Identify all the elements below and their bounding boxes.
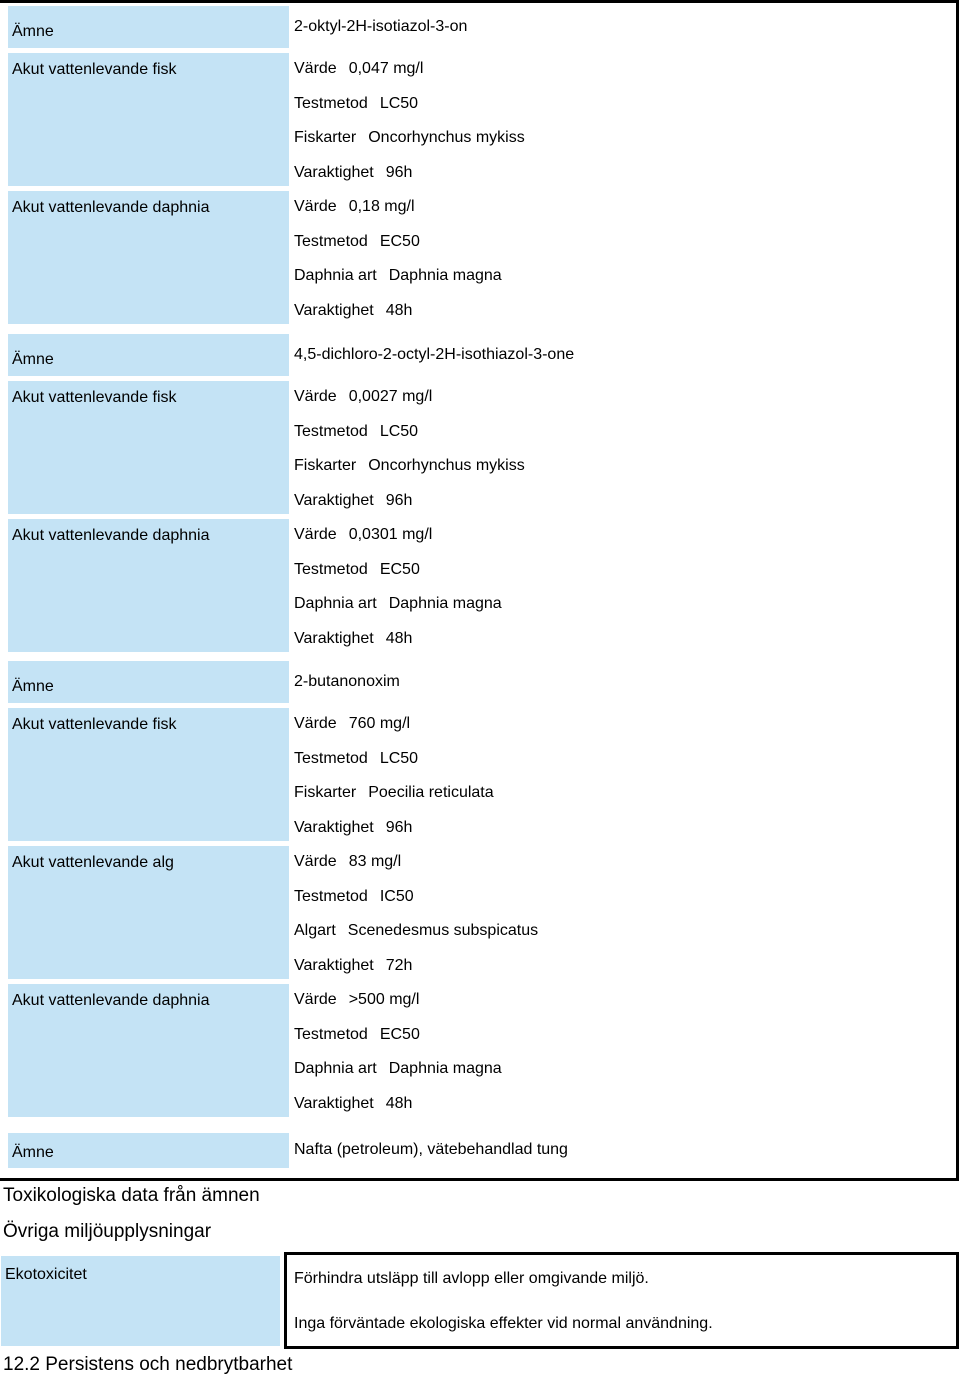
endpoint-label-cell — [8, 53, 289, 186]
endpoint-row-key: Varaktighet — [294, 629, 374, 647]
endpoint-row — [294, 714, 410, 734]
endpoint-row-value: Daphnia magna — [388, 1060, 502, 1077]
endpoint-row-key: Värde — [294, 198, 337, 215]
endpoint-row-key: Testmetod — [294, 94, 368, 112]
endpoint-row-key: Algart — [294, 922, 336, 939]
endpoint-row-value: 96h — [385, 818, 413, 836]
endpoint-label: Akut vattenlevande fisk — [12, 389, 177, 406]
endpoint-row — [294, 921, 538, 941]
substance-label: Ämne — [12, 678, 54, 695]
endpoint-row — [294, 491, 412, 511]
endpoint-row-key: Varaktighet — [294, 163, 374, 181]
substance-name: 2-oktyl-2H-isotiazol-3-on — [294, 18, 468, 35]
endpoint-row — [294, 1059, 502, 1079]
endpoint-row — [294, 990, 419, 1010]
substance-label: Ämne — [12, 1144, 54, 1161]
endpoint-row — [294, 59, 423, 79]
endpoint-row-value: 0,18 mg/l — [348, 198, 415, 215]
endpoint-label-cell — [8, 519, 289, 652]
endpoint-row — [294, 128, 525, 148]
endpoint-row-key: Daphnia art — [294, 595, 377, 612]
endpoint-row-key: Fiskarter — [294, 784, 357, 801]
ecotox-text-box — [284, 1252, 959, 1349]
endpoint-row-value: IC50 — [379, 887, 414, 905]
ecotox-line-2: Inga förväntade ekologiska effekter vid normal användning. — [294, 1315, 713, 1332]
endpoint-row-value: 0,047 mg/l — [348, 60, 424, 77]
other-info-heading: Övriga miljöupplysningar — [3, 1221, 212, 1242]
endpoint-row-key: Värde — [294, 526, 337, 543]
endpoint-row — [294, 1025, 420, 1045]
endpoint-row-key: Värde — [294, 60, 337, 77]
endpoint-label: Akut vattenlevande daphnia — [12, 199, 210, 216]
ecotox-label: Ekotoxicitet — [5, 1266, 87, 1283]
endpoint-row — [294, 525, 432, 545]
endpoint-row-key: Testmetod — [294, 887, 368, 905]
endpoint-row-key: Fiskarter — [294, 457, 357, 474]
endpoint-row-value: Scenedesmus subspicatus — [347, 922, 539, 939]
endpoint-row-key: Fiskarter — [294, 129, 357, 146]
endpoint-row-key: Värde — [294, 853, 337, 870]
section-heading: 12.2 Persistens och nedbrytbarhet — [3, 1354, 293, 1375]
endpoint-row — [294, 887, 414, 907]
endpoint-row — [294, 301, 412, 321]
endpoint-row-value: 83 mg/l — [348, 853, 402, 870]
endpoint-row-key: Testmetod — [294, 749, 368, 767]
endpoint-row-key: Varaktighet — [294, 818, 374, 836]
endpoint-row-value: 0,0301 mg/l — [348, 526, 433, 543]
endpoint-row-value: EC50 — [379, 560, 420, 578]
endpoint-row — [294, 783, 494, 803]
endpoint-row-value: 48h — [385, 1094, 413, 1112]
endpoint-label-cell — [8, 708, 289, 841]
endpoint-row-key: Värde — [294, 388, 337, 405]
endpoint-label: Akut vattenlevande daphnia — [12, 527, 210, 544]
endpoint-row-value: Daphnia magna — [388, 267, 502, 284]
endpoint-row-value: LC50 — [379, 422, 419, 440]
endpoint-row-value: 48h — [385, 629, 413, 647]
endpoint-row — [294, 852, 401, 872]
endpoint-label-cell — [8, 191, 289, 324]
substance-name: 4,5-dichloro-2-octyl-2H-isothiazol-3-one — [294, 346, 575, 363]
endpoint-row-key: Varaktighet — [294, 1094, 374, 1112]
endpoint-row-value: EC50 — [379, 232, 420, 250]
endpoint-row-value: 96h — [385, 163, 413, 181]
endpoint-row — [294, 818, 412, 838]
endpoint-row-value: LC50 — [379, 749, 419, 767]
endpoint-label: Akut vattenlevande fisk — [12, 61, 177, 78]
endpoint-row-value: >500 mg/l — [348, 991, 420, 1008]
endpoint-row — [294, 94, 418, 114]
endpoint-row — [294, 560, 420, 580]
endpoint-row-value: 48h — [385, 301, 413, 319]
endpoint-row-key: Varaktighet — [294, 301, 374, 319]
endpoint-row — [294, 387, 432, 407]
endpoint-label: Akut vattenlevande daphnia — [12, 992, 210, 1009]
endpoint-row-value: Oncorhynchus mykiss — [368, 457, 525, 474]
endpoint-row — [294, 629, 412, 649]
substance-label-cell — [8, 334, 289, 376]
endpoint-label-cell — [8, 846, 289, 979]
endpoint-row-value: 72h — [385, 956, 413, 974]
endpoint-row-value: Oncorhynchus mykiss — [368, 129, 525, 146]
endpoint-row — [294, 956, 412, 976]
ecotox-line-1: Förhindra utsläpp till avlopp eller omgivande miljö. — [294, 1270, 649, 1287]
tox-heading: Toxikologiska data från ämnen — [3, 1185, 260, 1206]
endpoint-row — [294, 197, 415, 217]
endpoint-row — [294, 749, 418, 769]
endpoint-row — [294, 1094, 412, 1114]
endpoint-row-key: Varaktighet — [294, 956, 374, 974]
endpoint-row-value: EC50 — [379, 1025, 420, 1043]
endpoint-row-value: Daphnia magna — [388, 595, 502, 612]
endpoint-row-value: Poecilia reticulata — [368, 784, 494, 801]
substance-label-cell — [8, 1133, 289, 1168]
endpoint-label-cell — [8, 984, 289, 1117]
endpoint-row-key: Testmetod — [294, 422, 368, 440]
endpoint-row-key: Testmetod — [294, 1025, 368, 1043]
substance-label-cell — [8, 6, 289, 48]
endpoint-row-key: Testmetod — [294, 560, 368, 578]
endpoint-row-key: Daphnia art — [294, 1060, 377, 1077]
substance-name: 2-butanonoxim — [294, 673, 400, 690]
endpoint-row — [294, 594, 502, 614]
endpoint-row-key: Värde — [294, 991, 337, 1008]
endpoint-row-value: 760 mg/l — [348, 715, 411, 732]
endpoint-row-key: Varaktighet — [294, 491, 374, 509]
substance-label: Ämne — [12, 351, 54, 368]
endpoint-row-key: Daphnia art — [294, 267, 377, 284]
endpoint-row — [294, 163, 412, 183]
endpoint-row-value: 96h — [385, 491, 413, 509]
substance-name: Nafta (petroleum), vätebehandlad tung — [294, 1141, 568, 1158]
endpoint-label: Akut vattenlevande alg — [12, 854, 174, 871]
ecotox-label-cell — [1, 1256, 280, 1346]
endpoint-label: Akut vattenlevande fisk — [12, 716, 177, 733]
endpoint-row — [294, 266, 502, 286]
endpoint-label-cell — [8, 381, 289, 514]
endpoint-row-key: Värde — [294, 715, 337, 732]
endpoint-row-value: 0,0027 mg/l — [348, 388, 433, 405]
endpoint-row-value: LC50 — [379, 94, 419, 112]
endpoint-row — [294, 232, 420, 252]
endpoint-row-key: Testmetod — [294, 232, 368, 250]
endpoint-row — [294, 456, 525, 476]
substance-label-cell — [8, 661, 289, 703]
endpoint-row — [294, 422, 418, 442]
substance-label: Ämne — [12, 23, 54, 40]
